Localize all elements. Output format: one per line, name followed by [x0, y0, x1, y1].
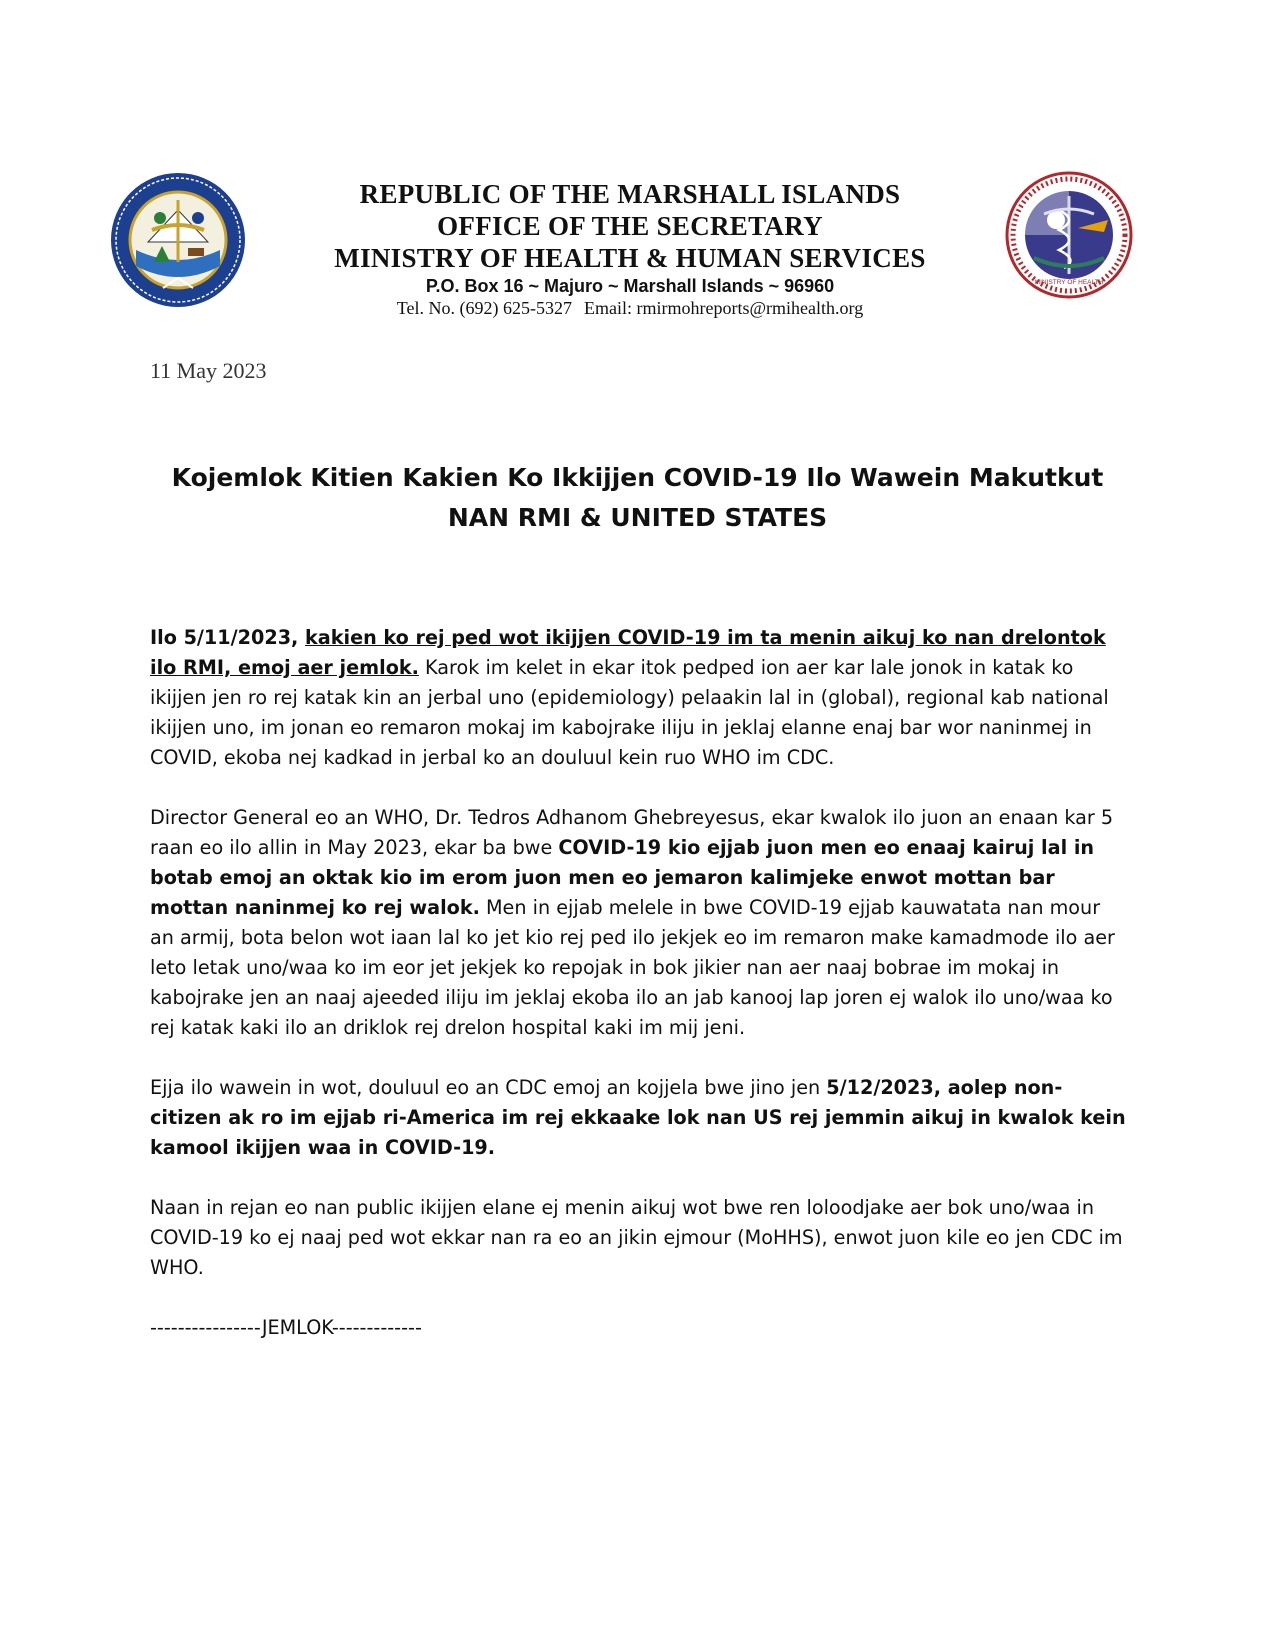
ministry-of-health-seal-icon	[1004, 170, 1134, 300]
organization-header	[270, 178, 990, 319]
document-date: 11 May 2023	[150, 358, 267, 383]
paragraph-1	[150, 623, 1130, 773]
paragraph-1-lead: Ilo 5/11/2023,	[150, 626, 306, 649]
paragraph-4: Naan in rejan eo nan public ikijjen elane ej menin aikuj wot bwe ren loloodjake aer bok uno/waa in COVID-19 ko ej naaj ped wot ekkar nan ra eo an jikin ejmour (MoHHS), enwot juon kile eo jen CDC im WHO.	[150, 1196, 1123, 1279]
paragraph-3	[150, 1073, 1130, 1163]
title-line-1: Kojemlok Kitien Kakien Ko Ikkijjen COVID-19 Ilo Wawein Makutkut	[171, 463, 1104, 492]
marshall-islands-seal-icon	[108, 170, 248, 310]
email-address: Email: rmirmohreports@rmihealth.org	[584, 298, 864, 318]
paragraph-1-text: Karok im kelet in ekar itok pedped ion aer kar lale jonok in katak ko ikijjen jen ro rej katak kin an jerbal uno (epidemiology) pelaakin lal in (global), regional kab national ikijjen uno, im jonan eo remaron mokaj im kabojrake iliju in jeklaj elanne enaj bar wor naninmej in COVID, ekoba nej kadkad in jerbal ko an douluul kein ruo WHO im CDC.	[150, 656, 1109, 769]
org-name-line-2: OFFICE OF THE SECRETARY	[437, 211, 823, 241]
paragraph-1-underlined: kakien ko rej ped wot ikijjen COVID-19 im ta menin aikuj ko nan drelontok ilo RMI, emoj aer jemlok.	[150, 626, 1106, 679]
org-name-line-3: MINISTRY OF HEALTH & HUMAN SERVICES	[334, 243, 926, 273]
document-title	[100, 458, 1175, 538]
paragraph-3-bold: 5/12/2023, aolep non-citizen ak ro im ejjab ri-America im rej ekkaake lok nan US rej jemmin aikuj in kwalok kein kamool ikijjen waa in COVID-19.	[150, 1076, 1126, 1159]
contact-line	[270, 297, 990, 319]
paragraph-2-bold: COVID-19 kio ejjab juon men eo enaaj kairuj lal in botab emoj an oktak kio im erom juon men eo jemaron kalimjeke enwot mottan bar mottan naninmej ko rej walok.	[150, 836, 1095, 919]
title-line-2: NAN RMI & UNITED STATES	[447, 503, 828, 532]
paragraph-2-start: Director General eo an WHO, Dr. Tedros Adhanom Ghebreyesus, ekar kwalok ilo juon an enaan kar 5 raan eo ilo allin in May 2023, ekar ba bwe	[150, 806, 1114, 859]
letterhead	[0, 170, 1275, 340]
closing-line: ----------------JEMLOK-------------	[150, 1316, 422, 1339]
paragraph-2	[150, 803, 1130, 1043]
document-body	[150, 623, 1130, 1373]
paragraph-2-text: Men in ejjab melele in bwe COVID-19 ejjab kauwatata nan mour an armij, bota belon wot iaan lal ko jet kio rej ped ilo jekjek eo im remaron make kamadmode ilo aer leto letak uno/waa ko im eor jet jekjek ko repojak in bok jikier nan aer naaj bobrae im mokaj in kabojrake jen an naaj ajeeded iliju im jeklaj ekoba ilo an jab kanooj lap joren ej walok ilo uno/waa ko rej katak kaki ilo an driklok rej drelon hospital kaki im mij jeni.	[150, 896, 1115, 1039]
org-name-line-1: REPUBLIC OF THE MARSHALL ISLANDS	[359, 179, 901, 209]
seal-caption: MINISTRY OF HEALTH	[1034, 279, 1104, 286]
paragraph-3-start: Ejja ilo wawein in wot, douluul eo an CDC emoj an kojjela bwe jino jen	[150, 1076, 827, 1099]
telephone-number: Tel. No. (692) 625-5327	[396, 298, 573, 318]
postal-address: P.O. Box 16 ~ Majuro ~ Marshall Islands ~ 96960	[425, 276, 835, 296]
